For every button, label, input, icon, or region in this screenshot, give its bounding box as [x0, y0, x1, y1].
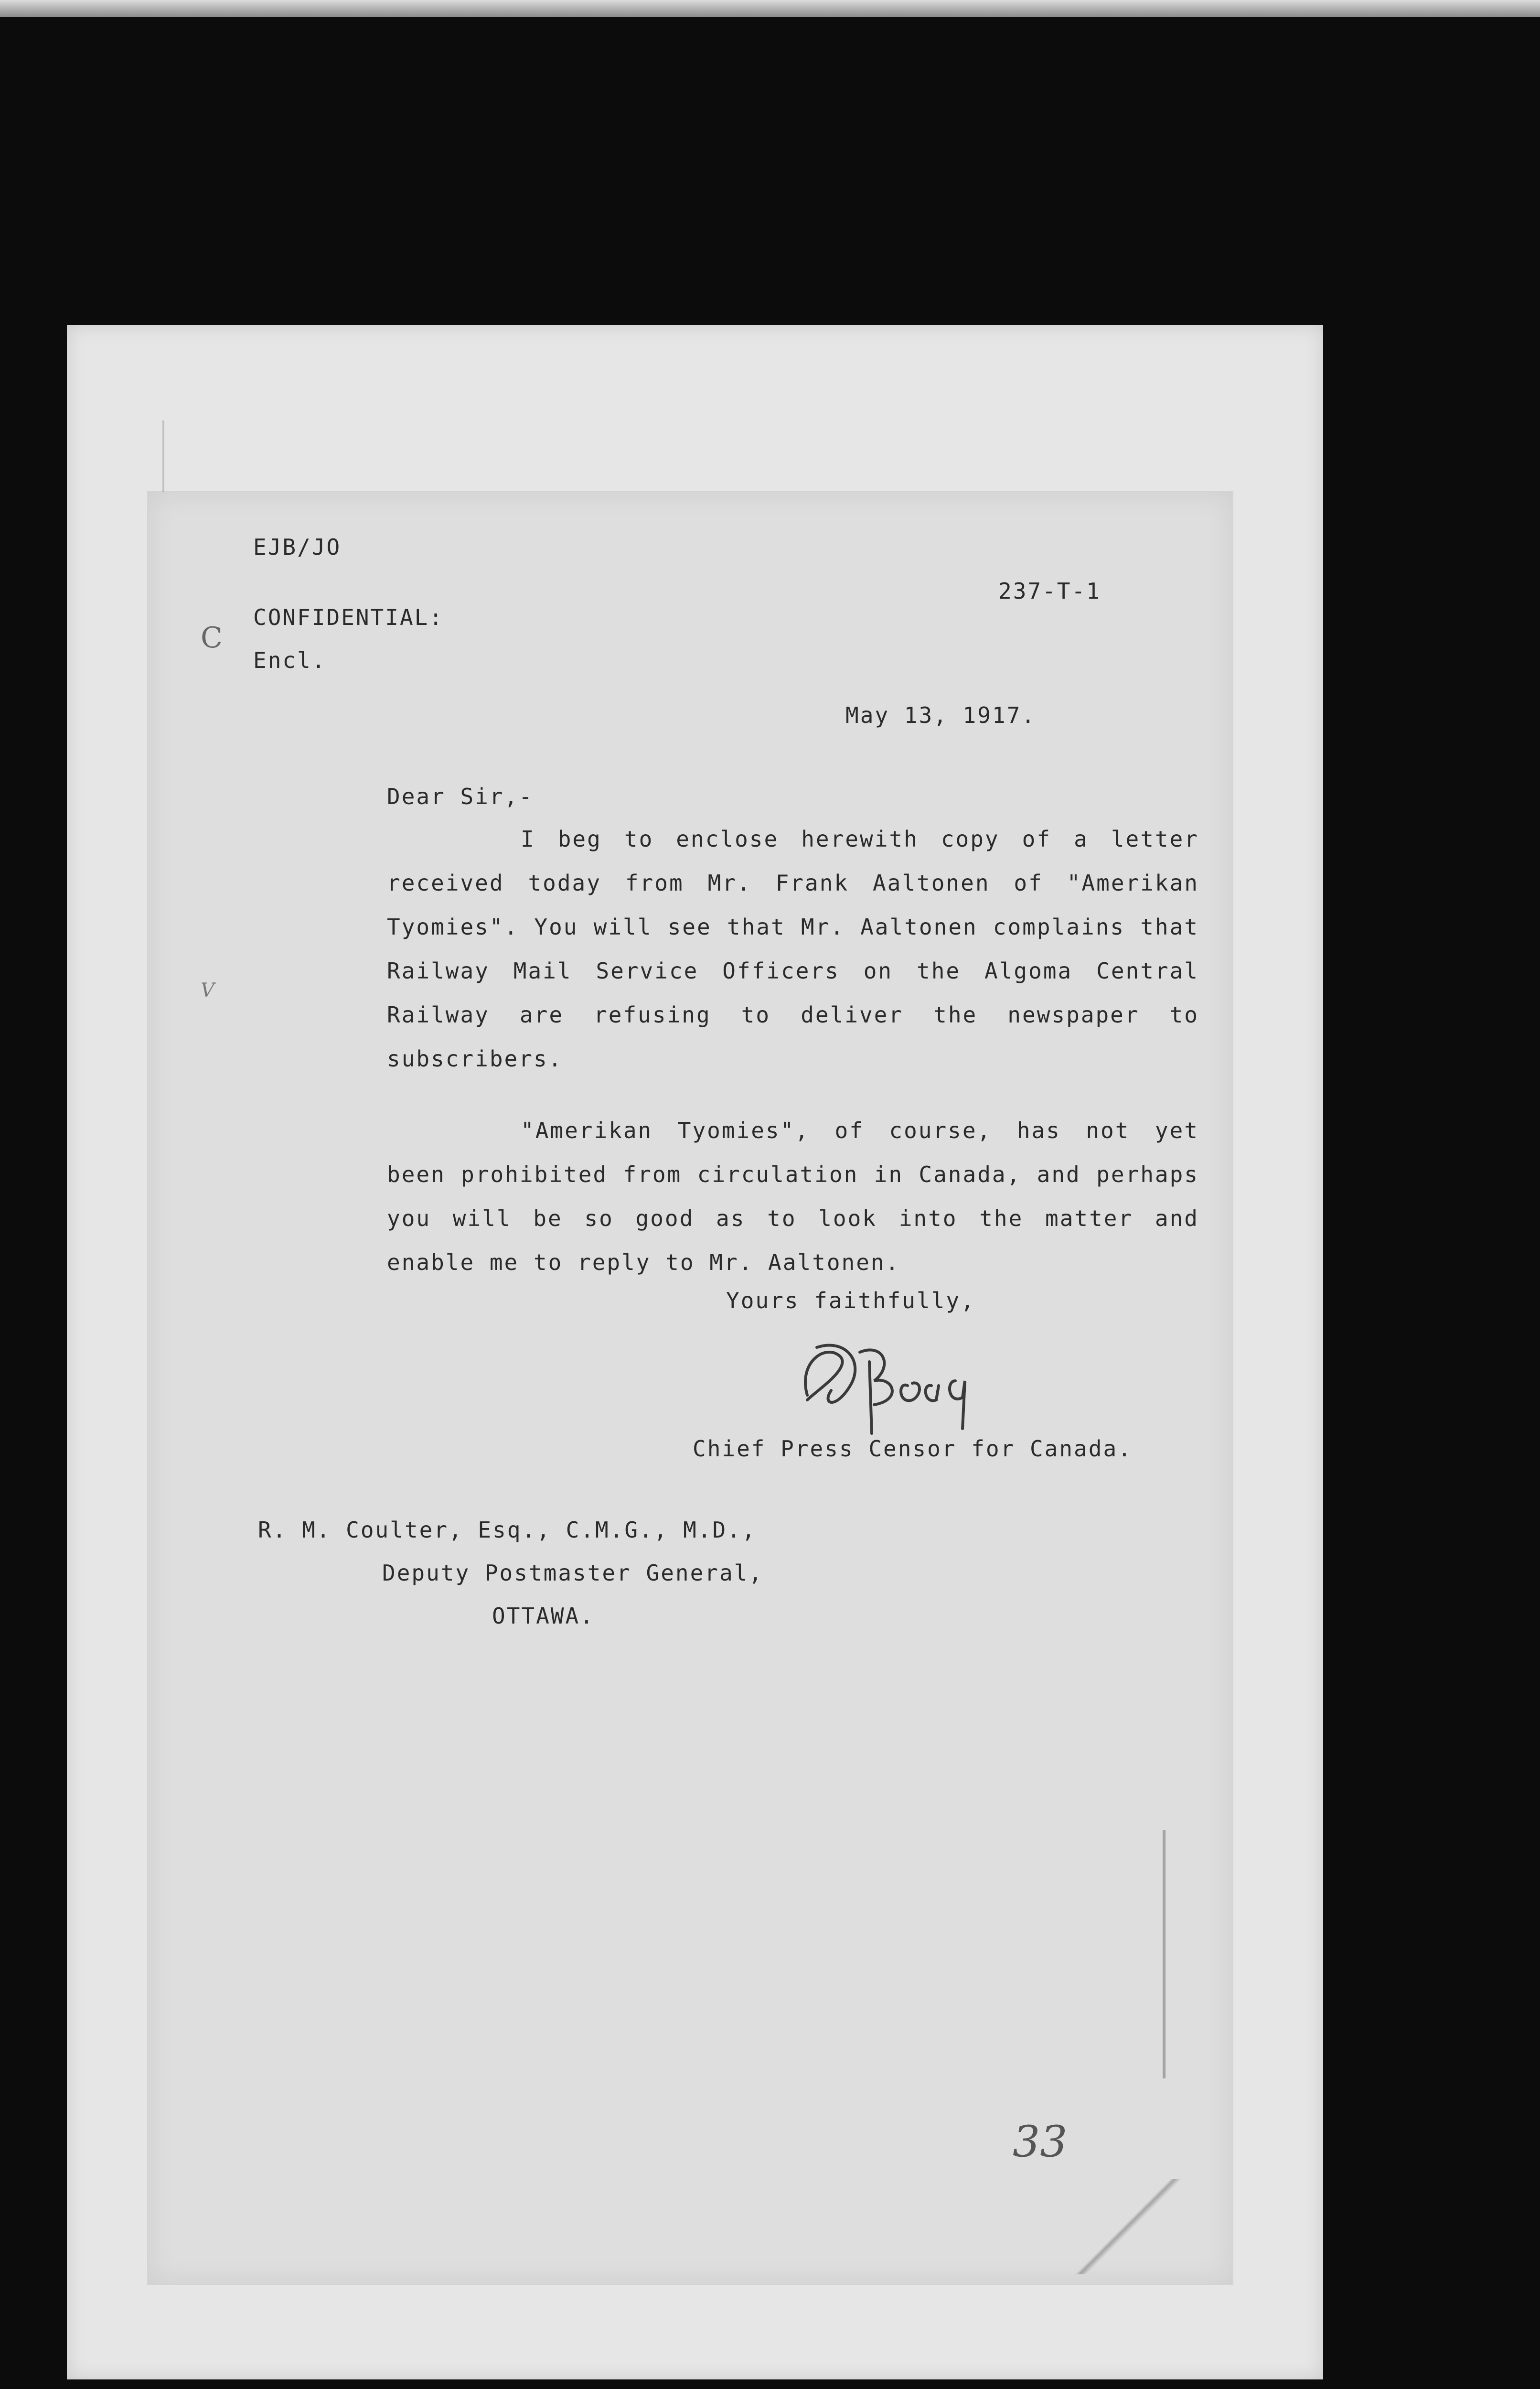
film-top-edge	[0, 0, 1540, 17]
page-number: 33	[1013, 2117, 1068, 2167]
closing: Yours faithfully,	[726, 1288, 975, 1313]
letter-date: May 13, 1917.	[845, 702, 1037, 728]
body-paragraph-1: I beg to enclose herewith copy of a letter received today from Mr. Frank Aaltonen of "Amerikan Tyomies". You will see that Mr. Aaltonen complains that Railway Mail Service Officers on the Algoma Central Railway are refusing to deliver the newspaper to subscribers.	[387, 826, 1199, 1072]
letter-margin-line	[1163, 1830, 1166, 2078]
recipient-title: Deputy Postmaster General,	[382, 1560, 764, 1586]
margin-c-mark: C	[201, 621, 223, 655]
handwritten-signature	[788, 1333, 989, 1438]
letter-page	[148, 492, 1232, 2284]
margin-v-mark: V	[201, 979, 214, 1001]
recipient-city: OTTAWA.	[492, 1603, 595, 1629]
salutation: Dear Sir,-	[387, 784, 534, 809]
recipient-name: R. M. Coulter, Esq., C.M.G., M.D.,	[258, 1517, 757, 1543]
typist-initials: EJB/JO	[253, 534, 342, 560]
file-reference: 237-T-1	[998, 578, 1101, 604]
page-crease	[1060, 2179, 1194, 2274]
confidential-label: CONFIDENTIAL:	[253, 604, 444, 630]
enclosure-label: Encl.	[253, 647, 327, 673]
body-paragraph-2: "Amerikan Tyomies", of course, has not yet been prohibited from circulation in Canada, and perhaps you will be so good as to look into the matter and enable me to reply to Mr. Aaltonen.	[387, 1118, 1199, 1275]
signatory-title: Chief Press Censor for Canada.	[693, 1436, 1133, 1462]
